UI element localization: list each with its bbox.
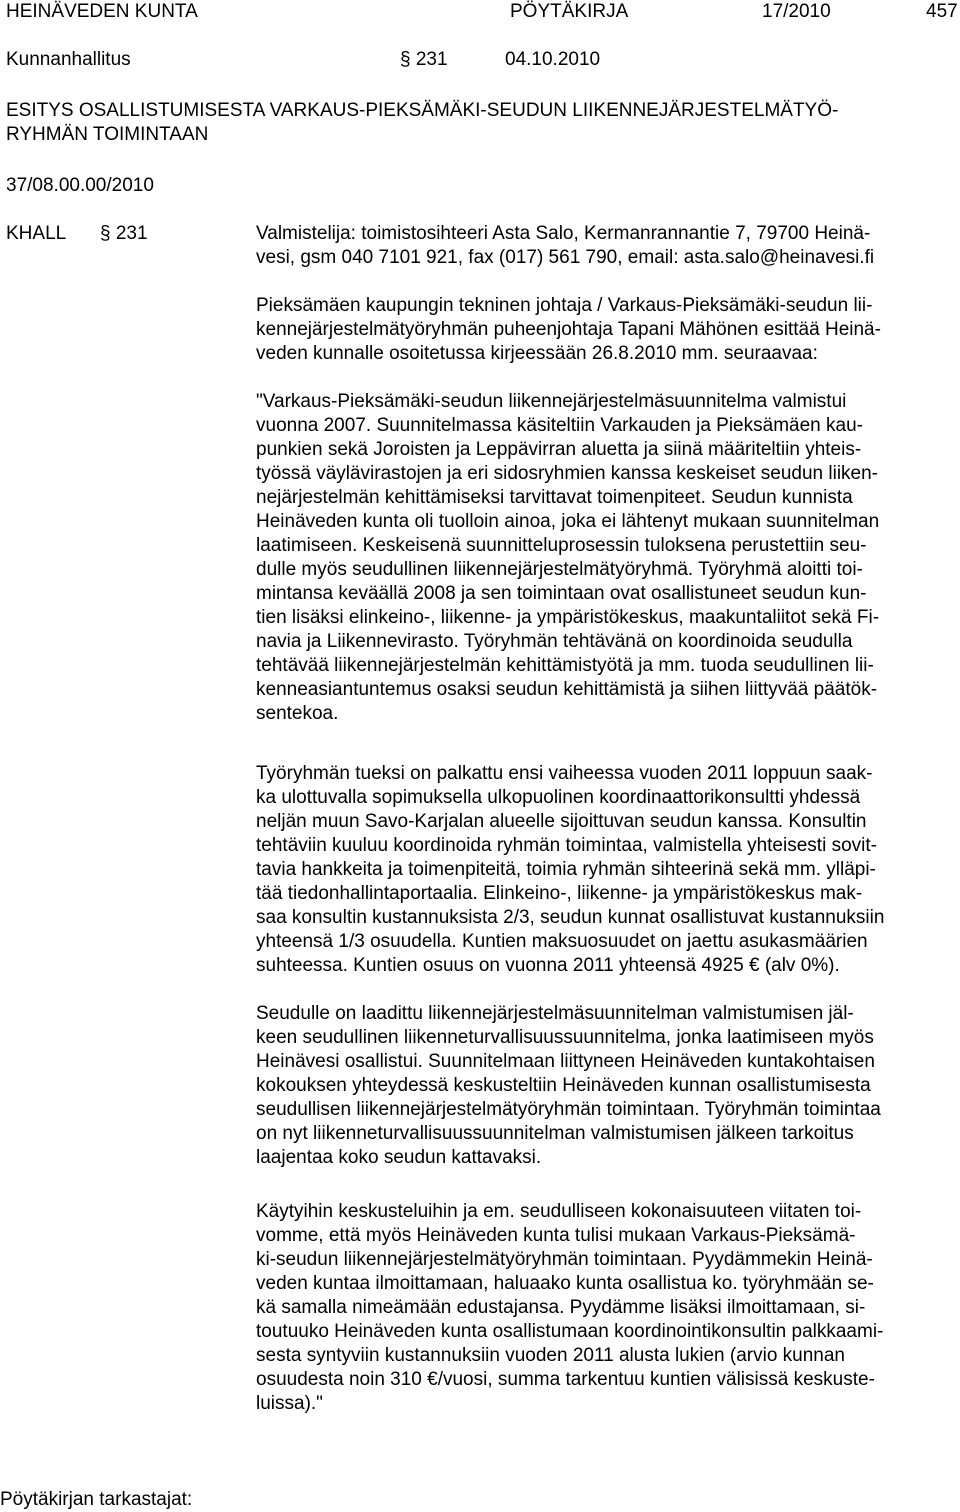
header-organization: HEINÄVEDEN KUNTA [6,1,198,22]
paragraph-quote-background: "Varkaus-Pieksämäki-seudun liikennejärjestelmäsuunnitelma valmistui vuonna 2007. Suunnitelmassa käsiteltiin Varkauden ja Pieksämäen kau- punkien sekä Joroisten ja Leppävirran aluetta ja siinä määriteltiin yhteis- työssä väylävirastojen ja eri sidosryhmien kanssa keskeiset seudun liiken- nejärjestelmän kehittämiseksi tarvittavat toimenpiteet. Seudun kunnista Heinäveden kunta oli tuolloin ainoa, joka ei lähtenyt mukaan suunnitelman laatimiseen. Keskeisenä suunnitteluprosessin tuloksena perustettiin seu- dulle myös seudullinen liikennejärjestelmätyöryhmä. Työryhmä aloitti toi- mintansa keväällä 2008 ja sen toimintaan ovat osallistuneet seudun kun- tien lisäksi elinkeino-, liikenne- ja ympäristökeskus, maakuntaliitot sekä Fi- navia ja Liikennevirasto. Työryhmän tehtävänä on koordinoida seudulla tehtävää liikennejärjestelmän kehittämistyötä ja mm. tuoda seudullinen lii- kenneasiantuntemus osaksi seudun kehittämistä ja siihen liittyvää päätök- sentekoa. [256,391,880,724]
paragraph-letter-intro: Pieksämäen kaupungin tekninen johtaja / Varkaus-Pieksämäki-seudun lii- kennejärjestelmätyöryhmän puheenjohtaja Tapani Mähönen esittää Heinä- veden kunnalle osoitetussa kirjeessään 26.8.2010 mm. seuraavaa: [256,295,881,364]
header-document-number: 17/2010 [762,1,831,22]
document-title: ESITYS OSALLISTUMISESTA VARKAUS-PIEKSÄMÄKI-SEUDUN LIIKENNEJÄRJESTELMÄTYÖ- RYHMÄN TOIMINTAAN [6,100,839,145]
khall-section: § 231 [100,223,148,244]
subheader-date: 04.10.2010 [505,49,601,70]
reference-number: 37/08.00.00/2010 [6,175,154,196]
header-page-number: 457 [926,1,958,22]
paragraph-consultant: Työryhmän tueksi on palkattu ensi vaiheessa vuoden 2011 loppuun saak- ka ulottuvalla sopimuksella ulkopuolinen koordinaattorikonsultti yhdessä neljän muun Savo-Karjalan alueelle sijoittuvan seudun kanssa. Konsultin tehtäviin kuuluu koordinoida ryhmän toimintaa, valmistella yhteisesti sovit- tavia hankkeita ja toimenpiteitä, toimia ryhmän sihteerinä sekä mm. ylläpi- tää tiedonhallintaportaalia. Elinkeino-, liikenne- ja ympäristökeskus mak- saa konsultin kustannuksista 2/3, seudun kunnat osallistuvat kustannuksiin yhteensä 1/3 osuudella. Kuntien maksuosuudet on jaettu asukasmäärien suhteessa. Kuntien osuus on vuonna 2011 yhteensä 4925 € (alv 0%). [256,763,885,976]
khall-label: KHALL [6,223,67,244]
paragraph-safety-plan: Seudulle on laadittu liikennejärjestelmäsuunnitelman valmistumisen jäl- keen seudullinen liikenneturvallisuussuunnitelma, jonka laatimiseen myös Heinävesi osallistui. Suunnitelmaan liittyneen Heinäveden kuntakohtaisen kokouksen yhteydessä keskusteltiin Heinäveden kunnan osallistumisesta seudullisen liikennejärjestelmätyöryhmän toimintaan. Työryhmän toimintaa on nyt liikenneturvallisuussuunnitelman valmistumisen jälkeen tarkoitus laajentaa koko seudun kattavaksi. [256,1003,881,1168]
subheader-section: § 231 [400,49,448,70]
header-document-type: PÖYTÄKIRJA [510,1,629,22]
paragraph-request: Käytyihin keskusteluihin ja em. seudulliseen kokonaisuuteen viitaten toi- vomme, että myös Heinäveden kunta tulisi mukaan Varkaus-Pieksämä- ki-seudun liikennejärjestelmätyöryhmän toimintaan. Pyydämmekin Heinä- veden kuntaa ilmoittamaan, haluaako kunta osallistua ko. työryhmään se- kä samalla nimeämään edustajansa. Pyydämme lisäksi ilmoittamaan, si- toutuuko Heinäveden kunta osallistumaan koordinointikonsultin palkkaami- sesta syntyviin kustannuksiin vuoden 2011 alusta lukien (arvio kunnan osuudesta noin 310 €/vuosi, summa tarkentuu kuntien välisissä keskuste- luissa)." [256,1201,884,1414]
subheader-body: Kunnanhallitus [6,49,131,70]
paragraph-preparer: Valmistelija: toimistosihteeri Asta Salo, Kermanrannantie 7, 79700 Heinä- vesi, gsm 040 7101 921, fax (017) 561 790, email: asta.salo@heinavesi.fi [256,223,875,268]
footer-inspectors: Pöytäkirjan tarkastajat: [0,1489,193,1510]
